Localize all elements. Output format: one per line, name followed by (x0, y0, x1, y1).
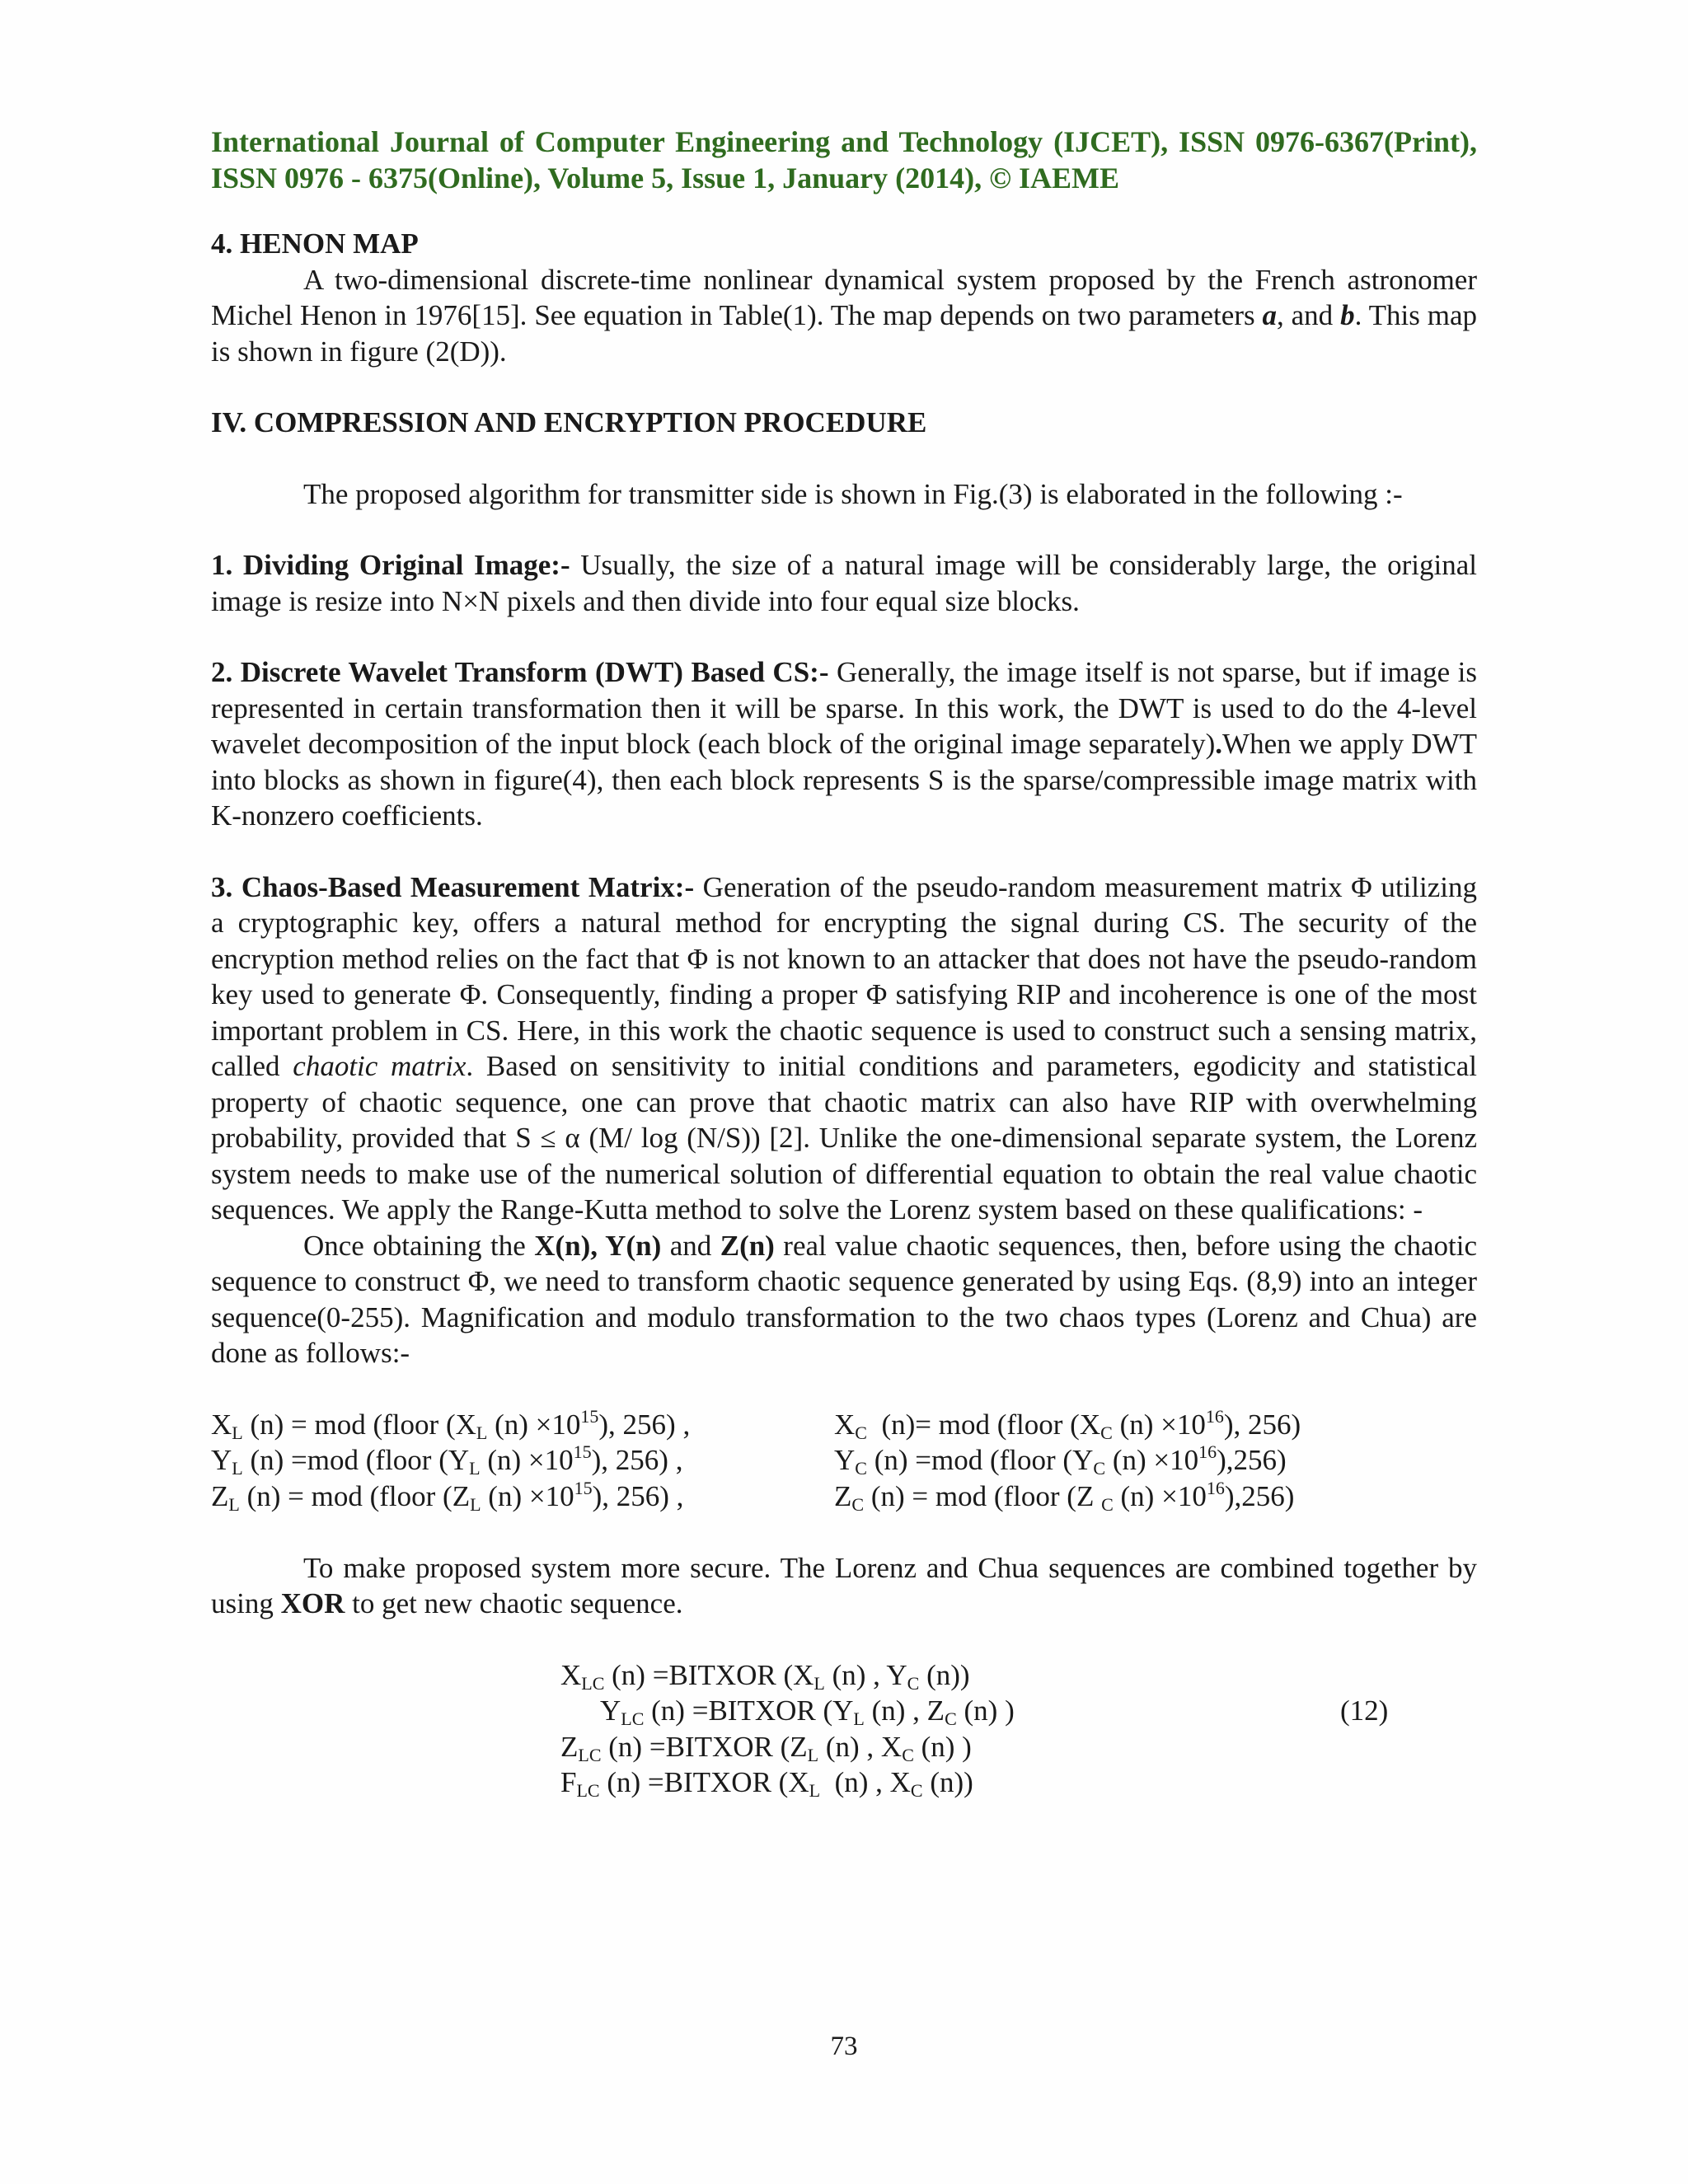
page-body (211, 124, 1477, 1802)
equation-number: (12) (1340, 1694, 1389, 1727)
henon-paragraph: A two-dimensional discrete-time nonlinear dynamical system proposed by the French astronomer Michel Henon in 1976[15]. See equation in Table(1). The map depends on two parameters a, and b. This map is shown in figure (2(D)). (211, 263, 1477, 368)
step-3-continuation: Once obtaining the X(n), Y(n) and Z(n) real value chaotic sequences, then, before using the chaotic sequence to construct Φ, we need to transform chaotic sequence generated by using Eqs. (8,9) into an integer sequence(0-255). Magnification and modulo transformation to the two chaos types (Lorenz and Chua) are done as follows:- (211, 1229, 1478, 1369)
lorenz-equations: $X_L$ (n) = mod (floor ($X_L$ $(n) \times 10^{15}$), 256) , $Y_L$ (n) =mod (floor ($Y_L$ $(n) \times 10^{15}$), 256) , $Z_L$ (n) = mod (floor ($Z_L$ $(n) \times 10^{15}$), 256) , (211, 1405, 691, 1515)
section-title-henon: 4. HENON MAP (211, 227, 419, 260)
step-3-label: 3. Chaos-Based Measurement Matrix:- (211, 870, 695, 903)
journal-header: International Journal of Computer Engineering and Technology (IJCET), ISSN 0976-6367(Print), ISSN 0976 - 6375(Online), Volume 5, Issue 1, January (2014), © IAEME (211, 125, 1477, 194)
modulo-equations (211, 1407, 1477, 1515)
step-2-label: 2. Discrete Wavelet Transform (DWT) Based CS:- (211, 656, 829, 688)
procedure-intro: The proposed algorithm for transmitter side is shown in Fig.(3) is elaborated in the following :- (303, 477, 1403, 510)
step-2-paragraph: 2. Discrete Wavelet Transform (DWT) Based CS:- Generally, the image itself is not sparse, but if image is represented in certain transformation then it will be sparse. In this work, the DWT is used to do the 4-level wavelet decomposition of the input block (each block of the original image separately).When we apply DWT into blocks as shown in figure(4), then each block represents S is the sparse/compressible image matrix with K-nonzero coefficients. (211, 656, 1477, 832)
step-1-paragraph: 1. Dividing Original Image:- Usually, the size of a natural image will be considerably large, the original image is resize into N×N pixels and then divide into four equal size blocks. (211, 549, 1477, 617)
step-3-paragraph: 3. Chaos-Based Measurement Matrix:- Generation of the pseudo-random measurement matrix Φ utilizing a cryptographic key, offers a natural method for encrypting the signal during CS. The security of the encryption method relies on the fact that Φ is not known to an attacker that does not have the pseudo-random key used to generate Φ. Consequently, finding a proper Φ satisfying RIP and incoherence is one of the most important problem in CS. Here, in this work the chaotic sequence is used to construct such a sensing matrix, called chaotic matrix. Based on sensitivity to initial conditions and parameters, egodicity and statistical property of chaotic sequence, one can prove that chaotic matrix can also have RIP with overwhelming probability, provided that S ≤ α (M/ log (N/S)) [2]. Unlike the one-dimensional separate system, the Lorenz system needs to make use of the numerical solution of differential equation to obtain the real value chaotic sequences. We apply the Range-Kutta method to solve the Lorenz system based on these qualifications: - (211, 870, 1477, 1226)
section-title-procedure: IV. COMPRESSION AND ENCRYPTION PROCEDURE (211, 406, 927, 438)
page-number: 73 (830, 2032, 858, 2061)
step-1-label: 1. Dividing Original Image:- (211, 549, 570, 581)
xor-intro-paragraph: To make proposed system more secure. The Lorenz and Chua sequences are combined together by using XOR to get new chaotic sequence. (211, 1551, 1477, 1619)
chua-equations: $X_C$ (n)= mod (floor ($X_C$ $(n) \times 10^{16}$), 256) $Y_C$ (n) =mod (floor ($Y_C$ $(n) \times 10^{16}),256$) $Z_C$ (n) = mod (floor (Z $_C$ $(n) \times 10^{16}),256$) (834, 1405, 1301, 1515)
xor-equations: $X_{LC}$ (n) =BITXOR ($X_L$ (n) , $Y_C$ (n)) $Y_{LC}$ (n) =BITXOR ($Y_L$ (n) , $Z_C$ (n) ) $Z_{LC}$ (n) =BITXOR ($Z_L$ (n) , $X_C$ (n) ) $F_{LC}$ (n) =BITXOR ($X_L$ (n) , $X_C$ (n)) (12) (560, 1658, 1389, 1801)
